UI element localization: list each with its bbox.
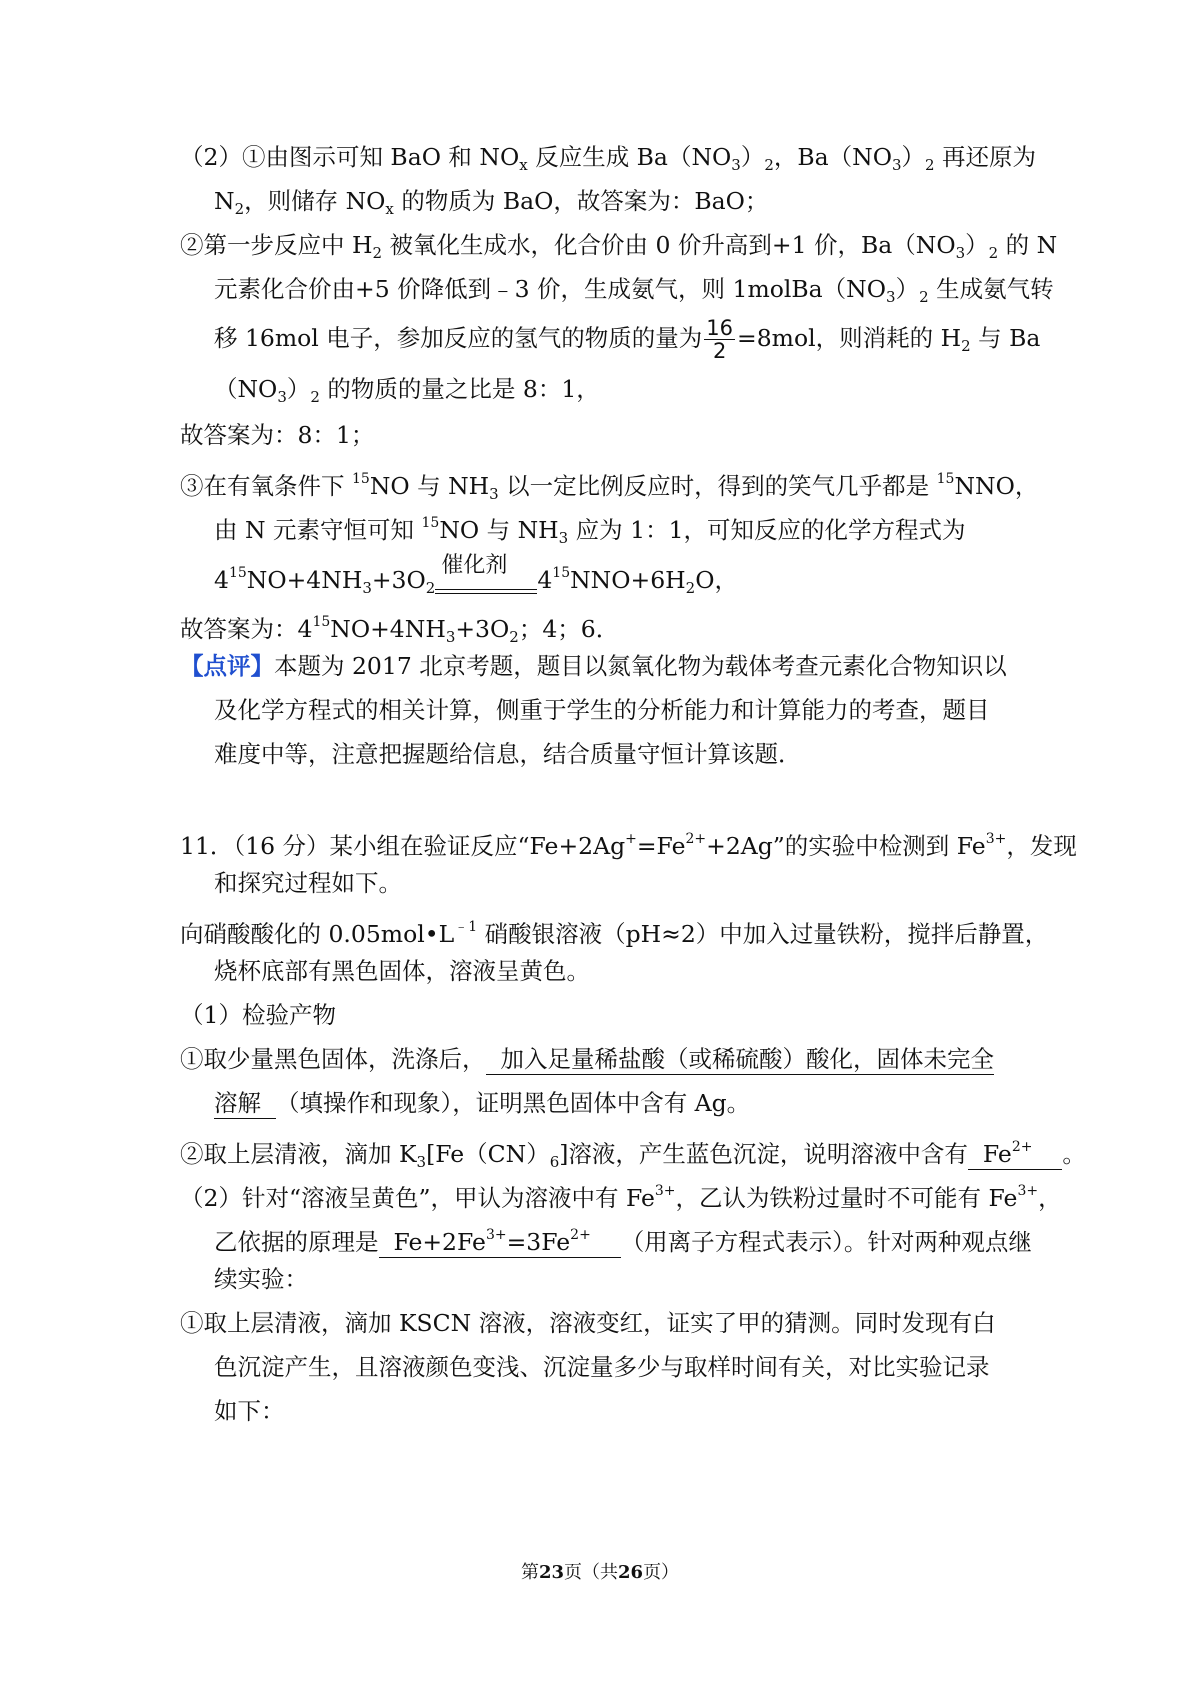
reaction-condition: 催化剂	[435, 571, 537, 605]
text-line: 和探究过程如下。	[214, 869, 402, 897]
text-line: 移 16mol 电子，参加反应的氢气的物质的量为 $\frac{16}{2}$ =8mol，则消耗的 $H_2$ 与 Ba	[214, 316, 1041, 363]
text-line: 如下：	[214, 1397, 285, 1425]
text-line: 烧杯底部有黑色固体，溶液呈黄色。	[214, 957, 590, 985]
comment-tag: 【点评】	[180, 652, 274, 680]
text-line: （1）检验产物	[180, 1001, 336, 1029]
text-line: ②取上层清液，滴加 $K_3[Fe(CN)_6]$溶液，产生蓝色沉淀，说明溶液中含有 $Fe^{2+}$ 。	[180, 1139, 1086, 1171]
text-line: ②第一步反应中 $H_2$ 被氧化生成水，化合价由 0 价升高到+1 价，$Ba(NO_3)_2$ 的 N	[180, 231, 1058, 262]
text-line: 及化学方程式的相关计算，侧重于学生的分析能力和计算能力的考查，题目	[214, 696, 990, 724]
page-number: 23	[538, 1562, 564, 1583]
text-line: $(NO_3)_2$ 的物质的量之比是 8：1，	[214, 375, 600, 406]
text-line: （2）针对“溶液呈黄色”，甲认为溶液中有 $Fe^{3+}$，乙认为铁粉过量时不可能有 $Fe^{3+}$，	[180, 1183, 1062, 1212]
text-line: 续实验：	[214, 1265, 308, 1293]
text-line: ①取少量黑色固体，洗涤后， 加入足量稀盐酸（或稀硫酸）酸化，固体未完全	[180, 1045, 994, 1073]
equation-line: $4^{15}NO+4NH_3+3O_2$ 催化剂 $4^{15}NNO+6H_2O$，	[214, 556, 1064, 605]
text-line: 故答案为：$4^{15}NO+4NH_3+3O_2$；4；6．	[180, 614, 620, 646]
answer-blank: $Fe+2Fe^{3+}=3Fe^{2+}$	[379, 1228, 621, 1258]
question-line: 11．（16 分）某小组在验证反应“$Fe+2Ag^+=Fe^{2+}+2Ag$”的实验中检测到 $Fe^{3+}$，发现	[180, 831, 1077, 860]
text-line: 元素化合价由+5 价降低到﹣3 价，生成氨气，则 $1molBa(NO_3)_2$ 生成氨气转	[214, 275, 1054, 306]
text-line: 溶解 （填操作和现象），证明黑色固体中含有 Ag。	[214, 1089, 751, 1117]
text-line: 色沉淀产生，且溶液颜色变浅、沉淀量多少与取样时间有关，对比实验记录	[214, 1353, 990, 1381]
text-line: 由 N 元素守恒可知 $^{15}$NO 与 $NH_3$ 应为 1：1，可知反应的化学方程式为	[214, 515, 966, 547]
text-line: 乙依据的原理是 $Fe+2Fe^{3+}=3Fe^{2+}$ （用离子方程式表示）。针对两种观点继	[214, 1227, 1032, 1256]
text-line: 向硝酸酸化的 $0.05mol•L^{﹣1}$ 硝酸银溶液（pH≈2）中加入过量铁粉，搅拌后静置，	[180, 919, 1049, 948]
page-total: 26	[618, 1562, 644, 1583]
text-line: 故答案为：8：1；	[180, 421, 375, 449]
text-line: ①取上层清液，滴加 KSCN 溶液，溶液变红，证实了甲的猜测。同时发现有白	[180, 1309, 996, 1337]
comment-line: 【点评】本题为 2017 北京考题，题目以氮氧化物为载体考查元素化合物知识以	[180, 652, 1007, 680]
answer-blank: 溶解	[214, 1089, 276, 1117]
answer-blank: 加入足量稀盐酸（或稀硫酸）酸化，固体未完全	[485, 1045, 994, 1073]
text-line: 难度中等，注意把握题给信息，结合质量守恒计算该题．	[214, 740, 802, 768]
text-line: ③在有氧条件下 $^{15}$NO 与 $NH_3$ 以一定比例反应时，得到的笑气几乎都是 $^{15}$NNO，	[180, 471, 1039, 503]
answer-blank: $Fe^{2+}$	[968, 1140, 1062, 1170]
page-footer: 第23页（共26页）	[520, 1562, 680, 1583]
text-line: $N_2$，则储存 $NO_x$ 的物质为 BaO，故答案为：BaO；	[214, 187, 769, 218]
fraction: $\frac{16}{2}$	[706, 316, 734, 363]
text-line: （2）①由图示可知 BaO 和 $NO_x$ 反应生成 $Ba(NO_3)_2$，$Ba(NO_3)_2$ 再还原为	[180, 143, 1037, 174]
